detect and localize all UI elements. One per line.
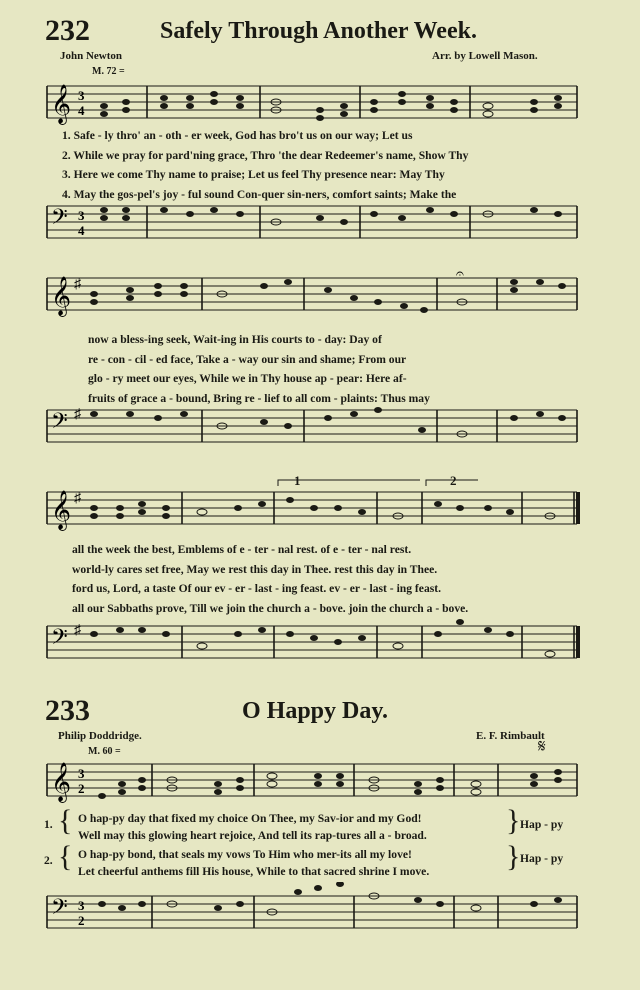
svg-text:𝄢: 𝄢 xyxy=(51,409,68,438)
svg-text:♯: ♯ xyxy=(74,623,81,638)
staff-232-s2-bass xyxy=(42,404,582,456)
svg-text:♯: ♯ xyxy=(74,407,81,422)
tempo-233: M. 60 = xyxy=(88,746,121,757)
svg-text:♯: ♯ xyxy=(74,491,81,506)
staff-233-treble xyxy=(42,756,582,812)
lyric-line: Let cheerful anthems fill His house, While to that sacred shrine I move. xyxy=(78,865,430,878)
lyrics-232-s2 xyxy=(88,330,430,408)
lyric-line: 1. Safe - ly thro' an - oth - er week, God has bro't us on our way; Let us xyxy=(62,129,413,142)
svg-text:4: 4 xyxy=(78,103,85,118)
svg-text:𝄢: 𝄢 xyxy=(51,625,68,654)
brace-close-icon: } xyxy=(506,840,521,873)
author-233: Philip Doddridge. xyxy=(58,730,142,742)
svg-text:4: 4 xyxy=(78,223,85,238)
fermata-icon: 𝄐 xyxy=(456,268,464,282)
lyric-line: O hap-py bond, that seals my vows To Him who mer-its all my love! xyxy=(78,848,412,861)
lyric-line: glo - ry meet our eyes, While we in Thy house ap - pear: Here af- xyxy=(88,372,407,385)
verse-num-1: 1. xyxy=(44,818,53,831)
staff-232-s3-treble xyxy=(42,478,582,534)
lyrics-233-v1 xyxy=(78,810,427,844)
lyrics-232-s3 xyxy=(72,540,468,618)
lyric-line: 3. Here we come Thy name to praise; Let us feel Thy presence near: May Thy xyxy=(62,168,445,181)
staff-233-bass xyxy=(42,882,582,942)
staff-232-s3-bass xyxy=(42,618,582,670)
staff-232-s2-treble xyxy=(42,268,582,324)
brace-icon: { xyxy=(58,804,73,837)
bass-clef-icon: 𝄢 xyxy=(51,205,68,234)
verse-num-2: 2. xyxy=(44,854,53,867)
hymn-number-233: 233 xyxy=(45,694,90,727)
hymn-title-233: O Happy Day. xyxy=(242,698,389,724)
brace-close-icon: } xyxy=(506,804,521,837)
svg-text:𝄞: 𝄞 xyxy=(51,492,72,529)
svg-text:3: 3 xyxy=(78,766,85,781)
svg-text:𝄞: 𝄞 xyxy=(51,764,72,801)
time-sig-icon: 3 xyxy=(78,88,85,103)
svg-text:♯: ♯ xyxy=(74,277,81,292)
staff-232-s1-treble xyxy=(42,78,582,128)
staff-232-s1-bass xyxy=(42,200,582,250)
treble-clef-icon: 𝄞 xyxy=(51,86,72,123)
svg-text:3: 3 xyxy=(78,208,85,223)
lyric-line: fruits of grace a - bound, Bring re - lief to all com - plaints: Thus may xyxy=(88,391,430,405)
svg-text:𝄞: 𝄞 xyxy=(51,278,72,315)
volta-1: 1 xyxy=(294,473,301,488)
svg-text:2: 2 xyxy=(78,781,85,796)
refrain-word-v1: Hap - py xyxy=(520,818,564,831)
lyric-line: 2. While we pray for pard'ning grace, Thro 'the dear Redeemer's name, Show Thy xyxy=(62,148,469,162)
lyric-line: ford us, Lord, a taste Of our ev - er - last - ing feast. ev - er - last - ing feast. xyxy=(72,582,442,595)
lyric-line: O hap-py day that fixed my choice On Thee, my Sav-ior and my God! xyxy=(78,812,422,825)
author-232: John Newton xyxy=(60,50,123,62)
svg-text:3: 3 xyxy=(78,898,85,913)
lyric-line: 4. May the gos-pel's joy - ful sound Con-quer sin-ners, comfort saints; Make the xyxy=(62,187,457,201)
volta-2: 2 xyxy=(450,473,457,488)
arranger-232: Arr. by Lowell Mason. xyxy=(432,50,538,62)
svg-text:𝄢: 𝄢 xyxy=(51,895,68,924)
svg-text:2: 2 xyxy=(78,913,85,928)
composer-233: E. F. Rimbault xyxy=(476,730,545,742)
lyric-line: all our Sabbaths prove, Till we join the church a - bove. join the church a - bove. xyxy=(72,601,469,615)
lyric-line: world-ly cares set free, May we rest this day in Thee. rest this day in Thee. xyxy=(72,562,438,576)
hymn-number-232: 232 xyxy=(45,14,90,47)
lyric-line: Well may this glowing heart rejoice, And tell its rap-tures all a - broad. xyxy=(78,829,427,842)
tempo-232: M. 72 = xyxy=(92,66,125,77)
segno-icon: 𝄋 xyxy=(538,736,546,756)
lyrics-233-v2 xyxy=(78,846,429,880)
refrain-word-v2: Hap - py xyxy=(520,852,564,865)
brace-icon: { xyxy=(58,840,73,873)
lyric-line: all the week the best, Emblems of e - ter - nal rest. of e - ter - nal rest. xyxy=(72,543,412,556)
lyric-line: now a bless-ing seek, Wait-ing in His courts to - day: Day of xyxy=(88,333,382,346)
lyric-line: re - con - cil - ed face, Take a - way our sin and shame; From our xyxy=(88,352,407,366)
hymn-title-232: Safely Through Another Week. xyxy=(160,18,477,44)
notes xyxy=(100,91,562,121)
lyrics-232-s1 xyxy=(62,126,468,204)
